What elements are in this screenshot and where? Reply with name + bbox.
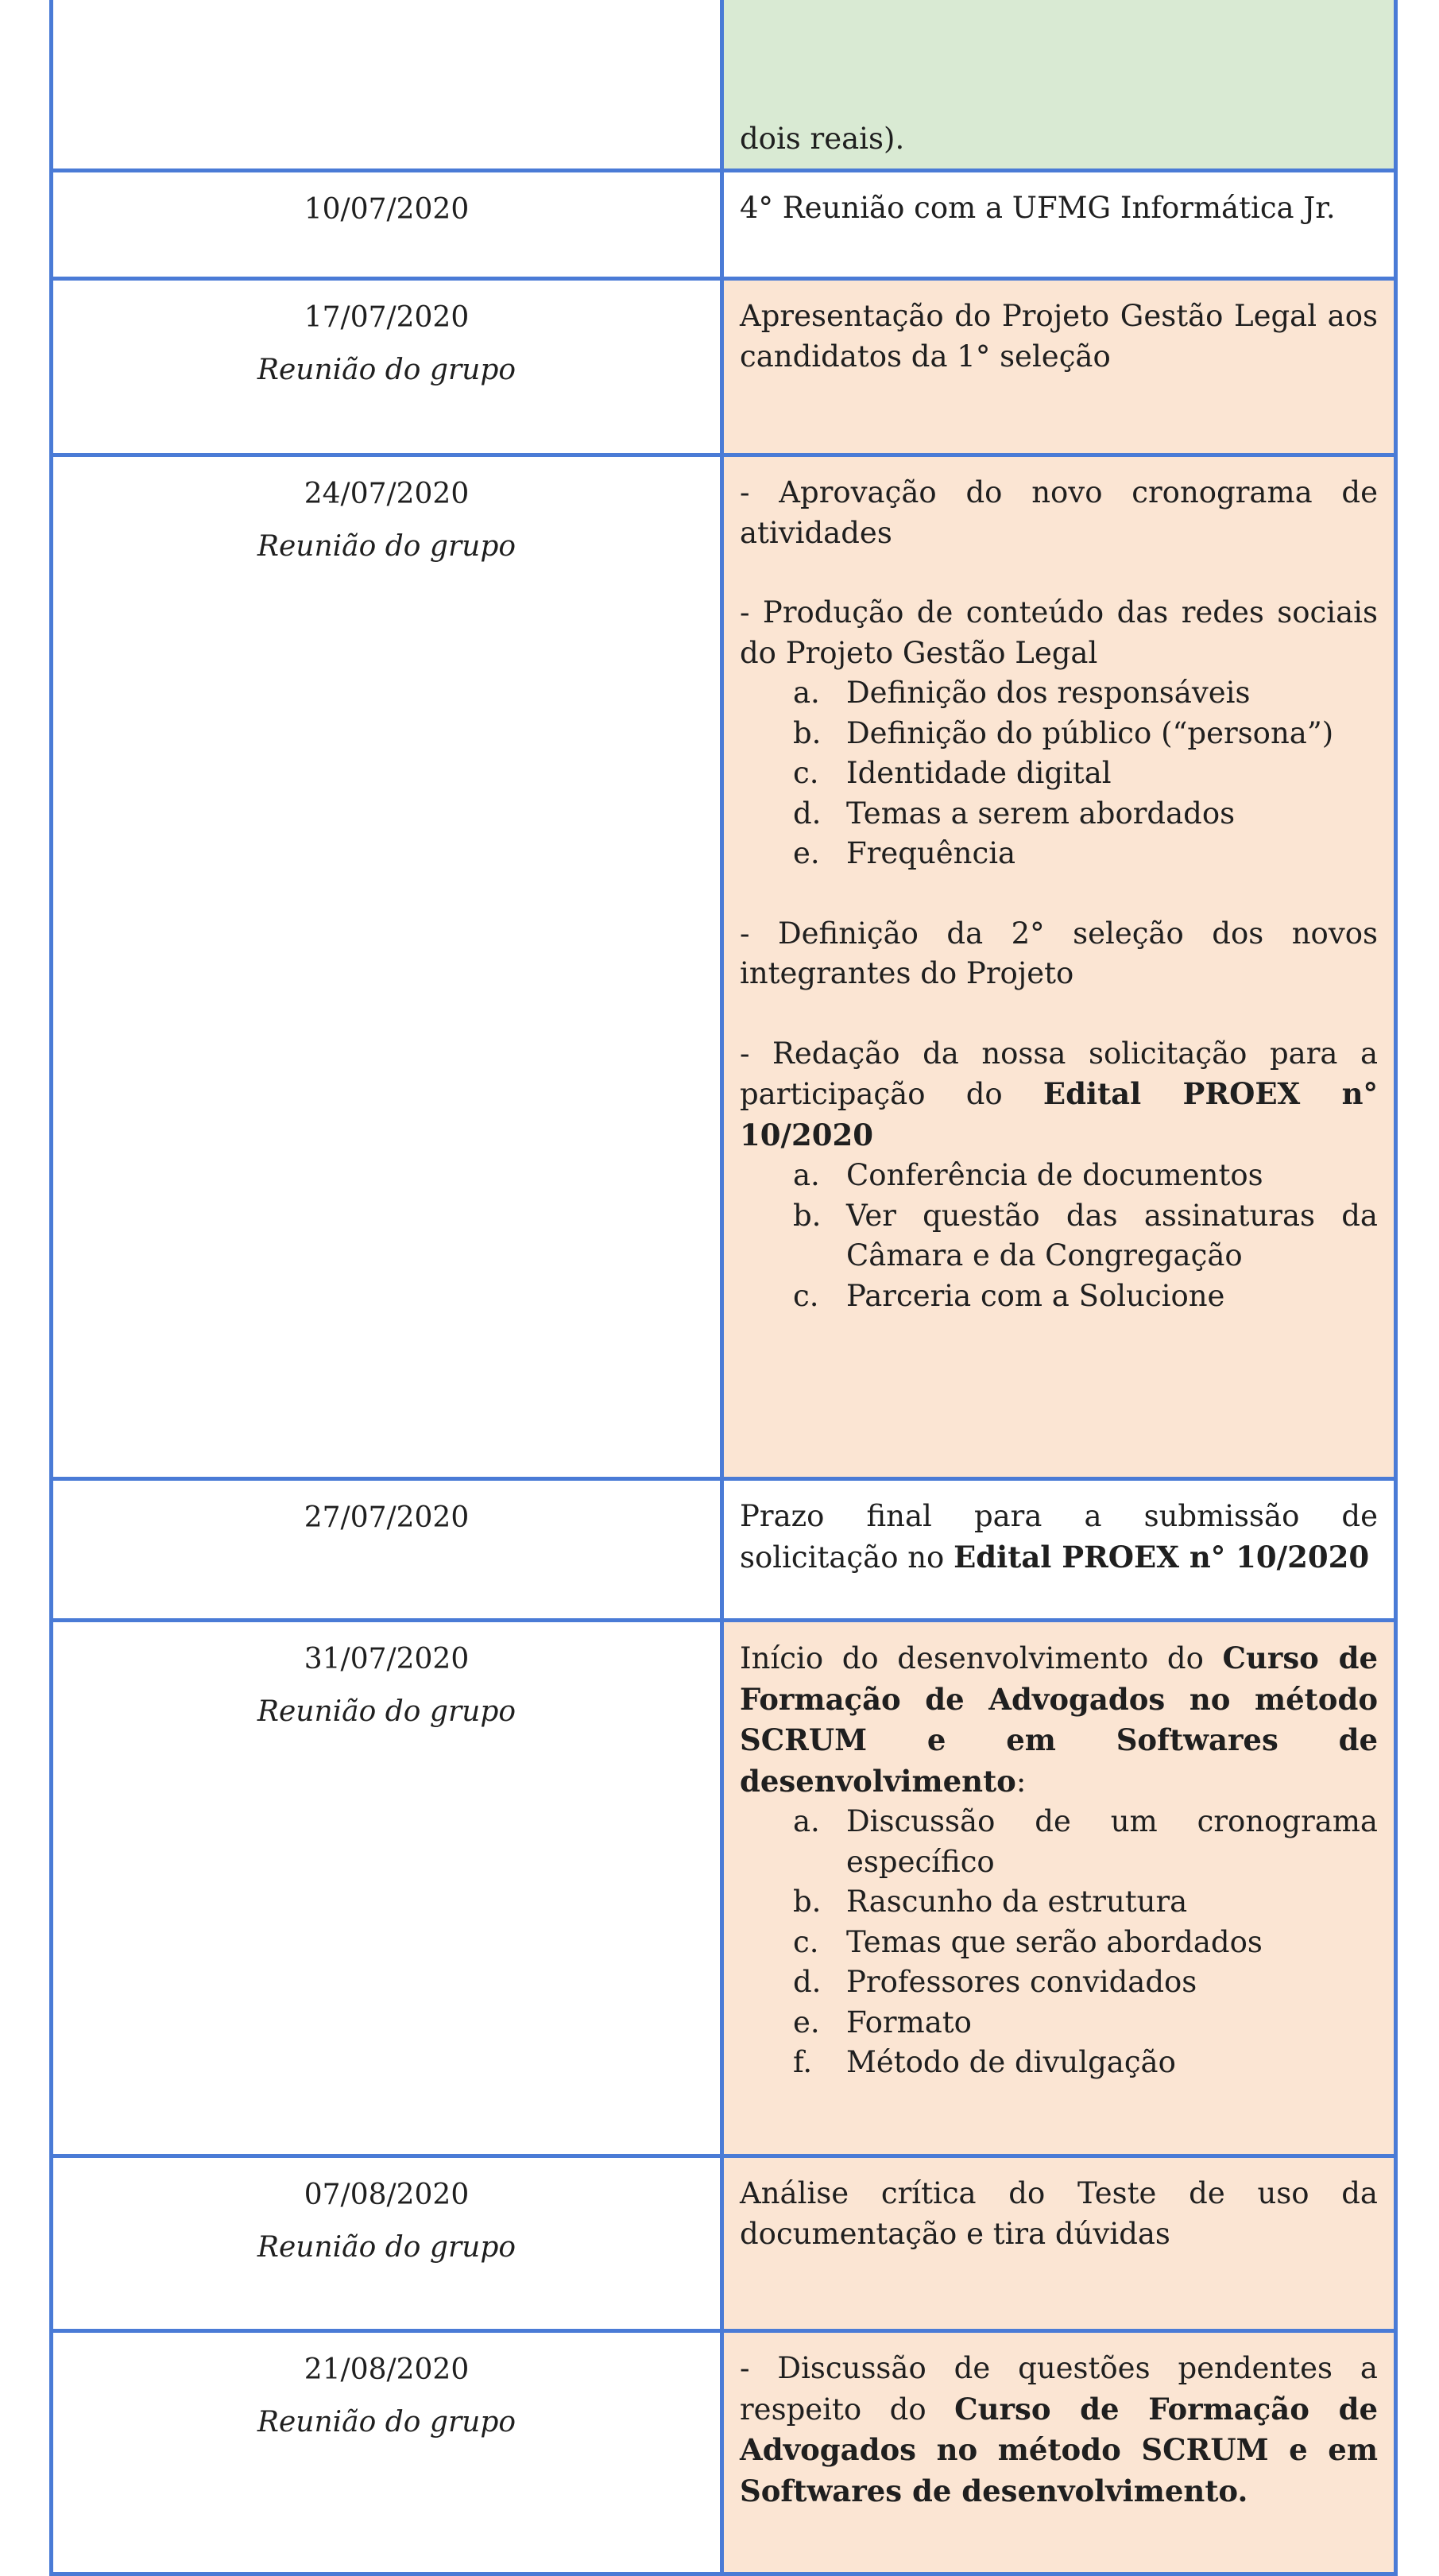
list-marker: f.	[793, 2045, 813, 2079]
date-cell	[52, 2156, 722, 2331]
list-marker: d.	[793, 796, 822, 831]
list-item	[793, 1802, 1378, 1882]
activity-text: Análise crítica do Teste de uso da documentação e tira dúvidas	[740, 2176, 1378, 2251]
activity-text: - Discussão de questões pendentes a respeito do	[740, 2351, 1378, 2427]
list-marker: c.	[793, 1924, 819, 1959]
list-item-text: Definição dos responsáveis	[846, 676, 1251, 710]
schedule-row	[52, 1479, 1396, 1621]
activity-cell	[722, 279, 1396, 455]
list-item-text: Identidade digital	[846, 756, 1112, 790]
meeting-date: 10/07/2020	[304, 193, 470, 226]
schedule-table	[49, 0, 1398, 2576]
activity-paragraph	[740, 2174, 1378, 2254]
list-item	[793, 714, 1378, 754]
meeting-date: 24/07/2020	[304, 478, 470, 510]
schedule-row	[52, 1621, 1396, 2156]
list-item-text: Discussão de um cronograma específico	[846, 1804, 1378, 1879]
meeting-type: Reunião do grupo	[257, 530, 516, 563]
list-marker: c.	[793, 1278, 819, 1313]
activity-text: - Definição da 2° seleção dos novos integrantes do Projeto	[740, 916, 1378, 990]
list-marker: e.	[793, 836, 820, 870]
list-item	[793, 753, 1378, 794]
meeting-date: 27/07/2020	[304, 1501, 470, 1534]
activity-paragraph	[740, 188, 1378, 229]
date-cell	[52, 1479, 722, 1621]
list-marker: d.	[793, 1965, 822, 1999]
list-marker: a.	[793, 1158, 820, 1192]
date-cell	[52, 171, 722, 279]
list-item-text: Ver questão das assinaturas da Câmara e da Congregação	[846, 1198, 1378, 1273]
activity-text: Apresentação do Projeto Gestão Legal aos candidatos da 1° seleção	[740, 299, 1378, 374]
schedule-row	[52, 171, 1396, 279]
activity-paragraph	[740, 2349, 1378, 2512]
activity-text: - Aprovação do novo cronograma de atividades	[740, 475, 1378, 550]
list-item-text: Temas a serem abordados	[846, 796, 1236, 831]
date-cell	[52, 279, 722, 455]
list-item	[793, 1156, 1378, 1196]
schedule-row	[52, 279, 1396, 455]
activity-text: - Produção de conteúdo das redes sociais do Projeto Gestão Legal	[740, 595, 1378, 670]
meeting-date: 31/07/2020	[304, 1643, 470, 1675]
list-marker: b.	[793, 1885, 822, 1919]
schedule-row	[52, 2156, 1396, 2331]
list-item-text: Frequência	[846, 836, 1016, 870]
list-marker: c.	[793, 756, 819, 790]
list-item	[793, 1196, 1378, 1276]
activity-cell	[722, 0, 1396, 171]
activity-emphasis: Edital PROEX n° 10/2020	[740, 1076, 1378, 1152]
activity-paragraph	[740, 1497, 1378, 1578]
meeting-type: Reunião do grupo	[257, 2406, 516, 2438]
meeting-type: Reunião do grupo	[257, 354, 516, 386]
meeting-date: 07/08/2020	[304, 2179, 470, 2211]
date-cell	[52, 0, 722, 171]
activity-text: 4° Reunião com a UFMG Informática Jr.	[740, 191, 1336, 225]
activity-sublist	[740, 1802, 1378, 2083]
activity-emphasis: Curso de Formação de Advogados no método SCRUM e em Softwares de desenvolvimento.	[740, 2391, 1378, 2508]
activity-emphasis: Curso de Formação de Advogados no método SCRUM e em Softwares de desenvolvimento	[740, 1641, 1378, 1799]
date-cell	[52, 1621, 722, 2156]
list-item	[793, 794, 1378, 835]
list-item	[793, 1923, 1378, 1963]
activity-cell	[722, 171, 1396, 279]
list-marker: e.	[793, 2005, 820, 2039]
list-item	[793, 1276, 1378, 1317]
date-cell	[52, 2331, 722, 2574]
activity-cell	[722, 455, 1396, 1479]
list-item-text: Conferência de documentos	[846, 1158, 1263, 1192]
activity-paragraph	[740, 1034, 1378, 1156]
activity-paragraph	[740, 296, 1378, 377]
list-marker: a.	[793, 1804, 820, 1838]
activity-cell	[722, 2156, 1396, 2331]
list-item-text: Formato	[846, 2005, 972, 2039]
activity-paragraph	[740, 473, 1378, 553]
meeting-date: 17/07/2020	[304, 301, 470, 334]
list-item-text: Professores convidados	[846, 1965, 1197, 1999]
activity-text: Início do desenvolvimento do	[740, 1641, 1223, 1675]
list-item	[793, 1962, 1378, 2003]
activity-cell	[722, 2331, 1396, 2574]
schedule-row	[52, 455, 1396, 1479]
activity-text: dois reais).	[740, 121, 905, 156]
activity-text: - Redação da nossa solicitação para a participação do	[740, 1036, 1378, 1111]
list-item-text: Definição do público (“persona”)	[846, 715, 1334, 750]
list-item-text: Parceria com a Solucione	[846, 1278, 1225, 1313]
schedule-row	[52, 2331, 1396, 2574]
list-item	[793, 673, 1378, 714]
schedule-body	[52, 0, 1396, 2574]
list-marker: b.	[793, 1198, 822, 1233]
list-item	[793, 2043, 1378, 2083]
list-item	[793, 1882, 1378, 1923]
list-item-text: Método de divulgação	[846, 2045, 1176, 2079]
activity-sublist	[740, 673, 1378, 874]
list-item	[793, 2003, 1378, 2043]
list-marker: b.	[793, 715, 822, 750]
activity-sublist	[740, 1156, 1378, 1316]
activity-paragraph	[740, 914, 1378, 994]
list-marker: a.	[793, 676, 820, 710]
activity-text: Prazo final para a submissão de solicitação no	[740, 1499, 1378, 1575]
meeting-type: Reunião do grupo	[257, 1695, 516, 1728]
activity-text: :	[1015, 1764, 1027, 1799]
activity-emphasis: Edital PROEX n° 10/2020	[954, 1539, 1370, 1575]
activity-cell	[722, 1621, 1396, 2156]
activity-paragraph	[740, 119, 1378, 160]
list-item	[793, 834, 1378, 874]
activity-paragraph	[740, 593, 1378, 673]
list-item-text: Rascunho da estrutura	[846, 1885, 1188, 1919]
meeting-type: Reunião do grupo	[257, 2231, 516, 2264]
activity-paragraph	[740, 1638, 1378, 1802]
date-cell	[52, 455, 722, 1479]
schedule-row	[52, 0, 1396, 171]
list-item-text: Temas que serão abordados	[846, 1924, 1263, 1959]
activity-cell	[722, 1479, 1396, 1621]
meeting-date: 21/08/2020	[304, 2353, 470, 2386]
